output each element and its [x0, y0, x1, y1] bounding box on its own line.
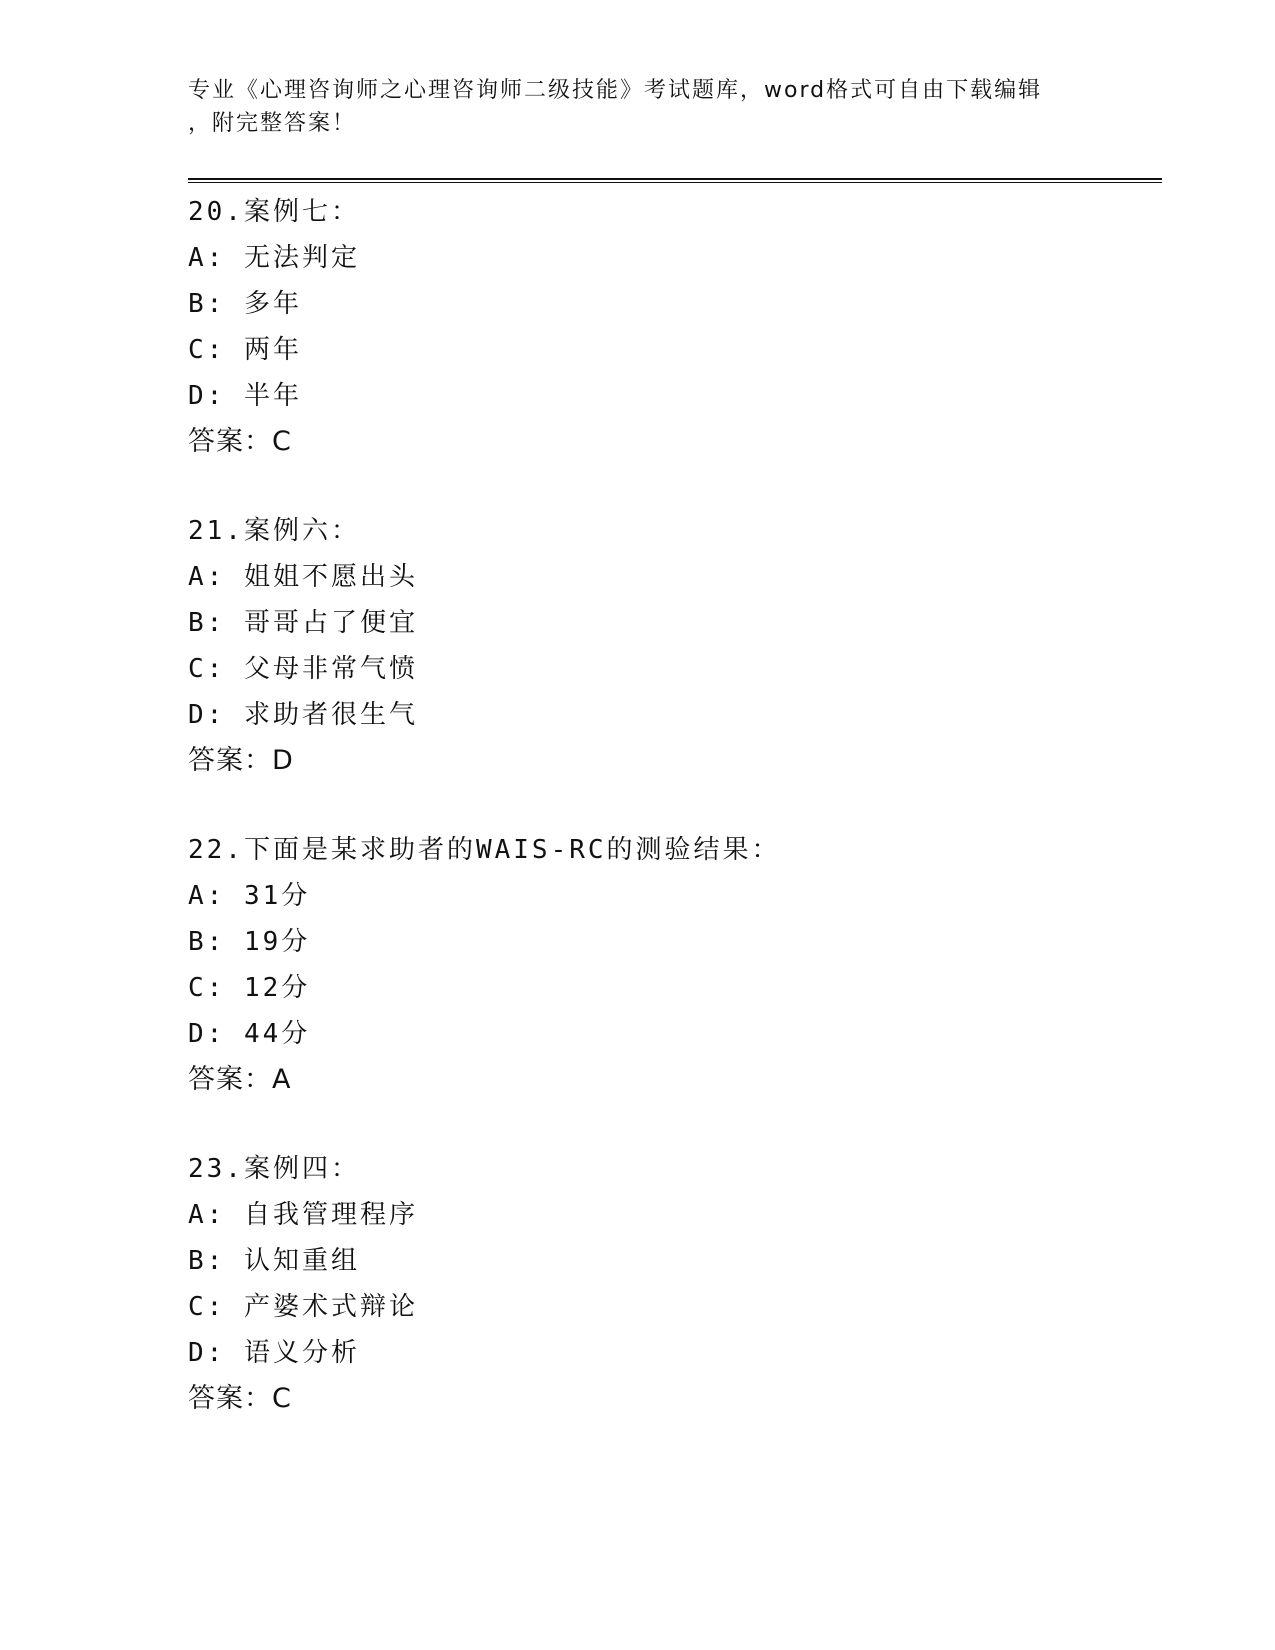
option-b: B: 哥哥占了便宜 [188, 608, 418, 638]
option-d: D: 44分 [188, 1019, 311, 1049]
option-c: C: 产婆术式辩论 [188, 1292, 418, 1322]
answer: 答案：A [188, 1064, 292, 1095]
question-21 [188, 508, 1162, 784]
header-line-1: 专业《心理咨询师之心理咨询师二级技能》考试题库，word格式可自由下载编辑 [188, 78, 1043, 103]
question-stem: 22.下面是某求助者的WAIS-RC的测验结果： [188, 835, 781, 865]
option-a: A: 无法判定 [188, 243, 360, 273]
header-line-2: ，附完整答案！ [188, 111, 357, 136]
option-a: A: 31分 [188, 881, 311, 911]
option-c: C: 父母非常气愤 [188, 654, 418, 684]
option-d: D: 半年 [188, 381, 302, 411]
option-b: B: 认知重组 [188, 1246, 360, 1276]
option-d: D: 语义分析 [188, 1338, 360, 1368]
question-stem: 23.案例四： [188, 1154, 360, 1184]
option-b: B: 多年 [188, 289, 302, 319]
answer: 答案：C [188, 426, 292, 457]
document-header [188, 74, 1088, 140]
option-b: B: 19分 [188, 927, 311, 957]
option-c: C: 12分 [188, 973, 311, 1003]
answer: 答案：C [188, 1383, 292, 1414]
question-22 [188, 827, 1162, 1103]
question-stem: 20.案例七： [188, 197, 360, 227]
question-list [188, 189, 1162, 1465]
option-d: D: 求助者很生气 [188, 700, 418, 730]
option-c: C: 两年 [188, 335, 302, 365]
question-stem: 21.案例六： [188, 516, 360, 546]
question-20 [188, 189, 1162, 465]
option-a: A: 姐姐不愿出头 [188, 562, 418, 592]
option-a: A: 自我管理程序 [188, 1200, 418, 1230]
answer: 答案：D [188, 745, 294, 776]
question-23 [188, 1146, 1162, 1422]
header-divider [188, 178, 1162, 183]
